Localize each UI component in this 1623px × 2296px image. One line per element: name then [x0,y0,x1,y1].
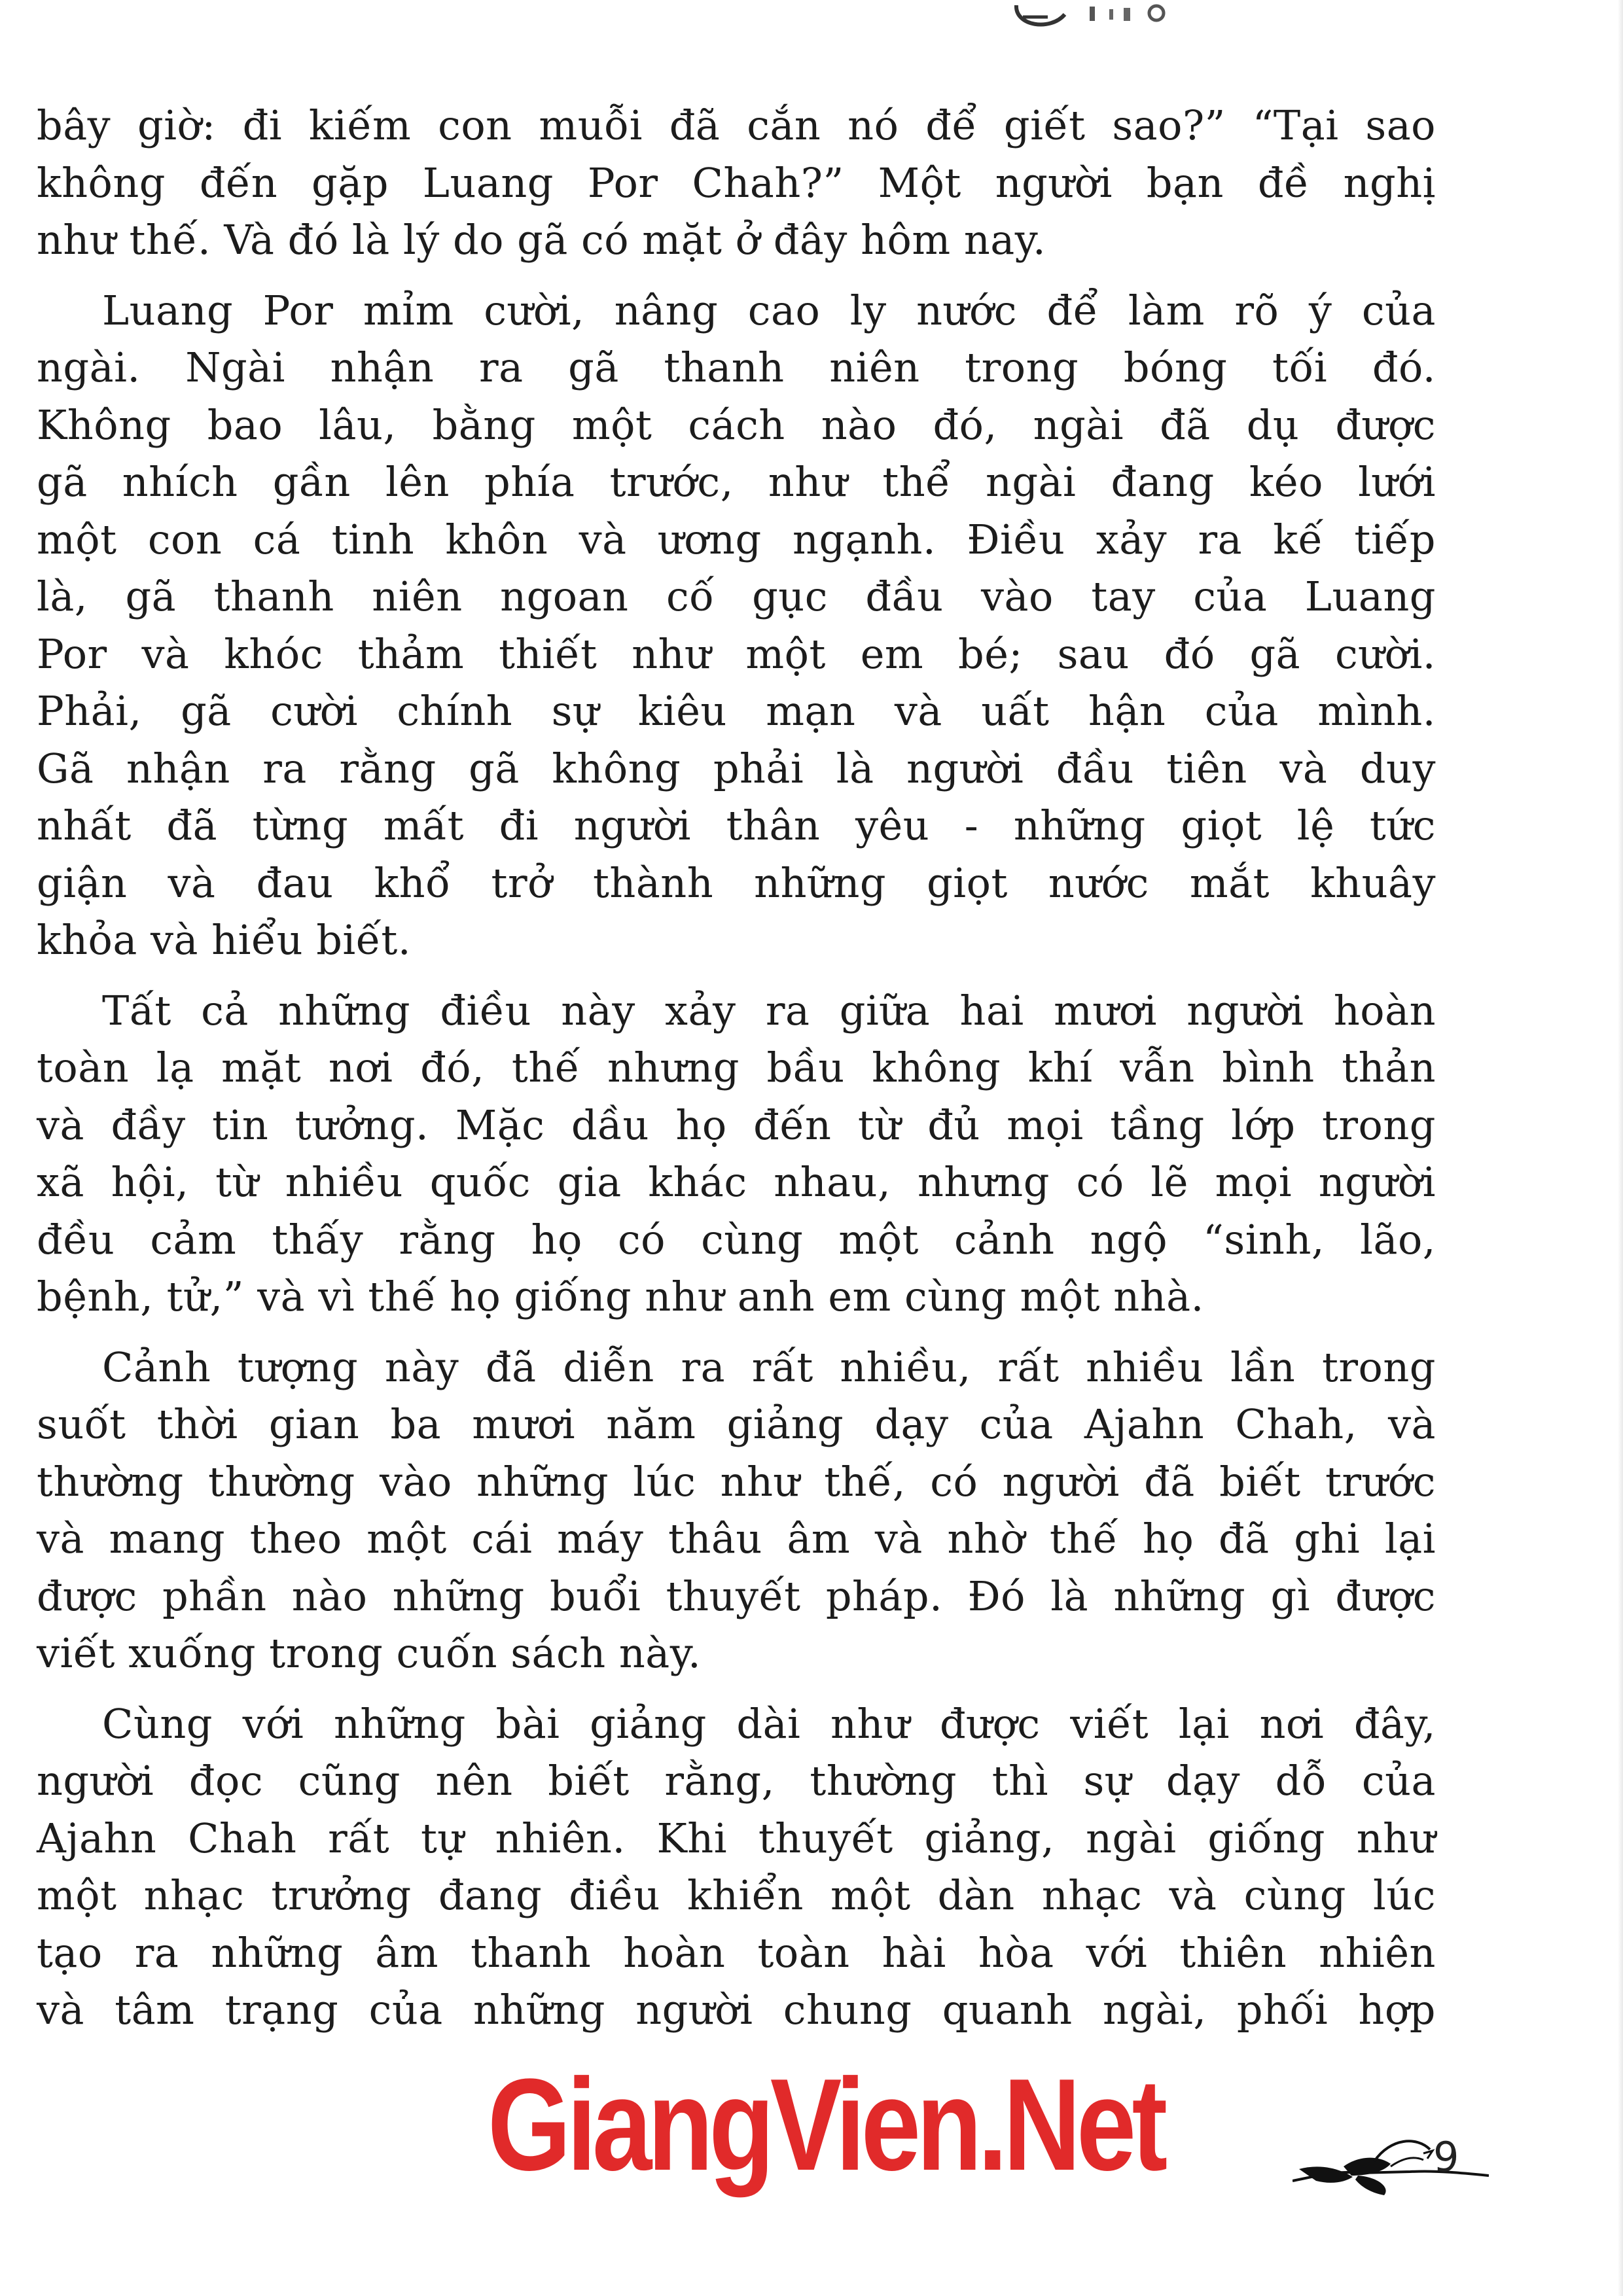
page-edge-shadow [1618,0,1623,2296]
text-line: Cảnh tượng này đã diễn ra rất nhiều, rất nhiều lần trong [102,1343,1436,1391]
text-line: không đến gặp Luang Por Chah?” Một người bạn đề nghị [37,158,1436,207]
text-line: nhất đã từng mất đi người thân yêu - những giọt lệ tức [37,802,1436,849]
text-line: thường thường vào những lúc như thế, có người đã biết trước [37,1457,1436,1506]
text-line: gã nhích gần lên phía trước, như thể ngài đang kéo lưới [37,458,1436,506]
text-line: một nhạc trưởng đang điều khiển một dàn nhạc và cùng lúc [37,1871,1436,1919]
paragraph [37,982,1436,1326]
watermark-logo: GiangVien.Net [488,2052,1164,2198]
text-line: một con cá tinh khôn và ương ngạnh. Điều xảy ra kế tiếp [37,515,1436,563]
text-line: và mang theo một cái máy thâu âm và nhờ thế họ đã ghi lại [37,1515,1436,1563]
document-body [37,97,1436,2052]
text-line: viết xuống trong cuốn sách này. [37,1629,702,1677]
text-line: khỏa và hiểu biết. [37,916,412,964]
text-line: Phải, gã cười chính sự kiêu mạn và uất hận của mình. [37,687,1436,735]
text-line: Tất cả những điều này xảy ra giữa hai mươi người hoàn [102,986,1436,1034]
text-line: là, gã thanh niên ngoan cố gục đầu vào tay của Luang [37,573,1436,620]
text-line: ngài. Ngài nhận ra gã thanh niên trong bóng tối đó. [37,344,1436,391]
text-line: suốt thời gian ba mươi năm giảng dạy của Ajahn Chah, và [37,1400,1436,1448]
text-line: toàn lạ mặt nơi đó, thế nhưng bầu không khí vẫn bình thản [37,1044,1436,1091]
paragraph [37,1695,1436,2039]
text-line: Luang Por mỉm cười, nâng cao ly nước để làm rõ ý của [102,286,1436,334]
text-line: bây giờ: đi kiếm con muỗi đã cắn nó để giết sao?” “Tại sao [37,101,1436,149]
text-line: Gã nhận ra rằng gã không phải là người đầu tiên và duy [37,744,1436,792]
flying-bird-ornament-icon [1293,2130,1489,2202]
text-line: tạo ra những âm thanh hoàn toàn hài hòa với thiên nhiên [37,1928,1436,1977]
text-line: và tâm trạng của những người chung quanh ngài, phối hợp [37,1986,1436,2034]
text-line: và đầy tin tưởng. Mặc dầu họ đến từ đủ mọi tầng lớp trong [37,1101,1436,1149]
text-line: xã hội, từ nhiều quốc gia khác nhau, nhưng có lẽ mọi người [37,1158,1436,1206]
text-line: bệnh, tử,” và vì thế họ giống như anh em cùng một nhà. [37,1273,1204,1320]
text-line: Ajahn Chah rất tự nhiên. Khi thuyết giảng, ngài giống như [37,1814,1436,1862]
text-line: Cùng với những bài giảng dài như được viết lại nơi đây, [102,1699,1436,1748]
text-line: Por và khóc thảm thiết như một em bé; sau đó gã cười. [37,629,1436,678]
text-line: người đọc cũng nên biết rằng, thường thì sự dạy dỗ của [37,1757,1436,1805]
paragraph [37,1339,1436,1682]
paragraph [37,97,1436,269]
cropped-running-header-icon [1011,0,1221,38]
text-line: được phần nào những buổi thuyết pháp. Đó là những gì được [37,1572,1436,1620]
text-line: đều cảm thấy rằng họ có cùng một cảnh ngộ “sinh, lão, [37,1215,1436,1263]
text-line: như thế. Và đó là lý do gã có mặt ở đây hôm nay. [37,216,1046,264]
text-line: Không bao lâu, bằng một cách nào đó, ngài đã dụ được [37,400,1436,449]
page-number: 9 [1433,2133,1459,2181]
text-line: giận và đau khổ trở thành những giọt nước mắt khuây [37,858,1436,907]
paragraph [37,282,1436,969]
